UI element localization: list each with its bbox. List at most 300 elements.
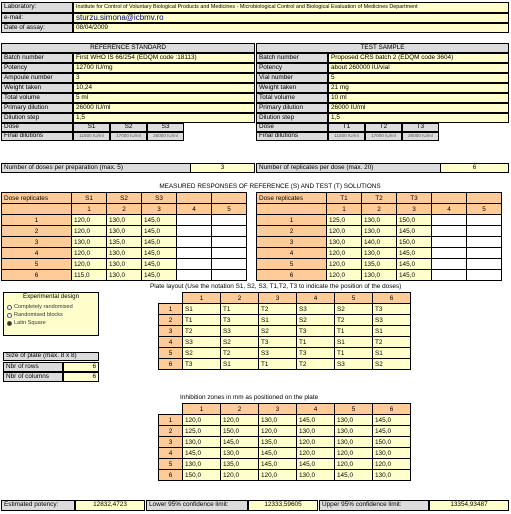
zones-cell[interactable]: 145,0: [221, 437, 259, 448]
layout-row-number: 2: [159, 315, 183, 326]
zones-cell[interactable]: 145,0: [297, 415, 335, 426]
estimated-potency-label: Estimated potency:: [1, 500, 75, 511]
ref-response-cell[interactable]: [212, 270, 247, 281]
laboratory-label: Laboratory:: [1, 2, 73, 13]
zones-row-number: 5: [159, 459, 183, 470]
zones-row-number: 6: [159, 470, 183, 481]
test-dose-col-header: T1: [327, 193, 362, 204]
zones-cell[interactable]: 120,0: [183, 415, 221, 426]
test-response-cell[interactable]: [467, 270, 502, 281]
test-info-field[interactable]: about 260000 IU/vial: [328, 63, 509, 73]
design-option[interactable]: [7, 304, 98, 310]
zones-cell[interactable]: 120,0: [259, 426, 297, 437]
test-response-cell[interactable]: 150,0: [397, 215, 432, 226]
table-row: [257, 237, 502, 248]
design-option-label: Latin Square: [14, 320, 46, 326]
plate-layout-table: [158, 292, 411, 370]
zones-cell[interactable]: 130,0: [297, 426, 335, 437]
layout-row-number: 3: [159, 326, 183, 337]
zones-corner: [159, 404, 183, 415]
layout-cell[interactable]: S2: [373, 359, 411, 370]
test-response-cell[interactable]: [467, 226, 502, 237]
layout-cell[interactable]: T1: [221, 304, 259, 315]
zones-cell[interactable]: 120,0: [221, 415, 259, 426]
radio-circle-icon[interactable]: [7, 313, 12, 318]
zones-cell[interactable]: 145,0: [259, 459, 297, 470]
layout-col-number: 1: [183, 293, 221, 304]
test-corner-label: Dose replicates: [257, 193, 327, 204]
table-row: [257, 270, 502, 281]
ref-response-cell[interactable]: [212, 226, 247, 237]
ref-response-cell[interactable]: 115,0: [72, 270, 107, 281]
zones-col-number: 2: [221, 404, 259, 415]
ref-info-field[interactable]: 26000 IU/ml: [73, 103, 255, 113]
ref-info-field[interactable]: 3: [73, 73, 255, 83]
test-final-dilutions-label: Final dilutions: [256, 132, 328, 141]
radio-circle-icon[interactable]: [7, 321, 12, 326]
ref-response-cell[interactable]: [177, 270, 212, 281]
table-row: [2, 259, 247, 270]
zones-cell[interactable]: 145,0: [259, 448, 297, 459]
ref-replicate-number: 1: [2, 215, 72, 226]
ref-final-dilution: 26000 IU/ml: [147, 132, 184, 141]
test-replicate-number: 6: [257, 270, 327, 281]
test-col-number: 1: [327, 204, 362, 215]
test-dose-header: T2: [365, 123, 402, 132]
zones-cell[interactable]: 135,0: [259, 437, 297, 448]
ref-response-cell[interactable]: 120,0: [72, 215, 107, 226]
ref-blank-header: [2, 204, 72, 215]
layout-row-number: 6: [159, 359, 183, 370]
layout-cell[interactable]: S1: [183, 304, 221, 315]
ref-response-cell[interactable]: [212, 215, 247, 226]
layout-cell[interactable]: T2: [259, 304, 297, 315]
ref-dose-col-header: S2: [107, 193, 142, 204]
layout-cell[interactable]: T2: [297, 359, 335, 370]
test-final-dilution: 11500 IU/ml: [328, 132, 365, 141]
layout-cell[interactable]: T2: [373, 337, 411, 348]
test-col-number: 5: [467, 204, 502, 215]
ref-response-cell[interactable]: 145,0: [142, 226, 177, 237]
ref-col-number: 3: [142, 204, 177, 215]
ref-info-label: Potency: [1, 63, 73, 73]
zones-row-number: 1: [159, 415, 183, 426]
estimated-potency-value: 12832,4723: [75, 500, 145, 511]
zones-cell[interactable]: 120,0: [335, 459, 373, 470]
zones-cell[interactable]: 145,0: [183, 448, 221, 459]
zones-col-number: 4: [297, 404, 335, 415]
zones-cell[interactable]: 145,0: [297, 459, 335, 470]
test-blank-header: [257, 204, 327, 215]
test-info-field[interactable]: 1,5: [328, 113, 509, 123]
zones-col-number: 3: [259, 404, 297, 415]
zones-cell[interactable]: 130,0: [335, 437, 373, 448]
test-dose-col-header: T2: [362, 193, 397, 204]
test-response-cell[interactable]: 130,0: [362, 248, 397, 259]
design-option-label: Randomised blocks: [14, 312, 63, 318]
experimental-design-title: Experimental design: [22, 293, 80, 301]
ref-response-cell[interactable]: 120,0: [72, 226, 107, 237]
rows-label: Nbr of rows: [3, 362, 63, 372]
ref-replicate-number: 5: [2, 259, 72, 270]
zones-cell[interactable]: 120,0: [221, 470, 259, 481]
ref-response-cell[interactable]: 145,0: [142, 248, 177, 259]
ref-info-field[interactable]: 10,24: [73, 83, 255, 93]
table-row: [159, 337, 411, 348]
layout-cell[interactable]: S2: [259, 326, 297, 337]
plate-size-label: Size of plate (max. 8 x 8): [3, 352, 99, 361]
layout-cell[interactable]: T2: [221, 348, 259, 359]
layout-cell[interactable]: T3: [183, 359, 221, 370]
layout-cell[interactable]: T3: [221, 315, 259, 326]
rows-field[interactable]: 6: [63, 362, 99, 372]
ref-response-cell[interactable]: 145,0: [142, 270, 177, 281]
columns-field[interactable]: 6: [63, 372, 99, 382]
test-replicate-number: 4: [257, 248, 327, 259]
test-response-cell[interactable]: [432, 259, 467, 270]
test-dose-header: T1: [328, 123, 365, 132]
layout-cell[interactable]: S3: [297, 304, 335, 315]
ref-response-cell[interactable]: [177, 237, 212, 248]
layout-row-number: 4: [159, 337, 183, 348]
ref-response-cell[interactable]: [212, 237, 247, 248]
ref-response-cell[interactable]: 130,0: [72, 237, 107, 248]
ref-response-cell[interactable]: [177, 259, 212, 270]
ref-col-number: 4: [177, 204, 212, 215]
test-dose-header: T3: [402, 123, 439, 132]
ref-dose-col-header: S1: [72, 193, 107, 204]
zones-cell[interactable]: 130,0: [259, 415, 297, 426]
layout-cell[interactable]: T1: [183, 315, 221, 326]
ref-dose-col-header: S3: [142, 193, 177, 204]
test-response-cell[interactable]: 135,0: [362, 259, 397, 270]
test-response-cell[interactable]: 120,0: [327, 259, 362, 270]
zones-cell[interactable]: 150,0: [221, 426, 259, 437]
ref-info-label: Primary dilution: [1, 103, 73, 113]
layout-col-number: 3: [259, 293, 297, 304]
zones-cell[interactable]: 130,0: [373, 448, 411, 459]
test-col-number: 4: [432, 204, 467, 215]
ref-response-cell[interactable]: 145,0: [142, 259, 177, 270]
test-info-label: Primary dilution: [256, 103, 328, 113]
ref-response-cell[interactable]: 135,0: [107, 237, 142, 248]
test-col-number: 2: [362, 204, 397, 215]
doses-count-label: Number of doses per preparation (max. 5): [1, 163, 255, 173]
layout-row-number: 5: [159, 348, 183, 359]
table-row: [159, 437, 411, 448]
zones-cell[interactable]: 120,0: [335, 448, 373, 459]
date-label: Date of assay:: [1, 23, 73, 33]
layout-cell[interactable]: T3: [259, 337, 297, 348]
test-response-cell[interactable]: [432, 237, 467, 248]
layout-cell[interactable]: S2: [335, 304, 373, 315]
layout-col-number: 4: [297, 293, 335, 304]
test-response-cell[interactable]: 125,0: [327, 215, 362, 226]
ref-info-field[interactable]: First WHO IS 66/254 (EDQM code :18113): [73, 53, 255, 63]
replicates-count-label: Number of replicates per dose (max. 20): [256, 163, 509, 173]
upper-limit-label: Upper 95% confidence limit:: [319, 500, 429, 511]
table-row: [159, 448, 411, 459]
test-final-dilution: 26000 IU/ml: [402, 132, 439, 141]
ref-replicate-number: 2: [2, 226, 72, 237]
zones-row-number: 2: [159, 426, 183, 437]
layout-col-number: 2: [221, 293, 259, 304]
test-response-cell[interactable]: 145,0: [397, 248, 432, 259]
table-row: [2, 237, 247, 248]
test-response-cell[interactable]: 130,0: [362, 270, 397, 281]
table-row: [159, 415, 411, 426]
ref-final-dilutions-label: Final dilutions: [1, 132, 73, 141]
layout-cell[interactable]: T1: [297, 337, 335, 348]
table-row: [257, 215, 502, 226]
test-dose-col-header: [432, 193, 467, 204]
replicates-count-field[interactable]: 6: [440, 163, 509, 173]
zones-row-number: 4: [159, 448, 183, 459]
ref-final-dilution: 11500 IU/ml: [73, 132, 110, 141]
ref-info-field[interactable]: 1,5: [73, 113, 255, 123]
test-info-label: Dilution step: [256, 113, 328, 123]
radio-circle-icon[interactable]: [7, 305, 12, 310]
layout-cell[interactable]: T3: [373, 304, 411, 315]
layout-col-number: 5: [335, 293, 373, 304]
ref-dose-header: S3: [147, 123, 184, 132]
design-option-label: Completely randomised: [14, 304, 73, 310]
layout-cell[interactable]: S3: [259, 348, 297, 359]
ref-col-number: 1: [72, 204, 107, 215]
test-response-cell[interactable]: [467, 237, 502, 248]
table-row: [2, 215, 247, 226]
reference-responses-table: [1, 192, 247, 281]
test-response-cell[interactable]: 145,0: [397, 270, 432, 281]
date-field[interactable]: 08/04/2009: [73, 23, 509, 33]
ref-info-field[interactable]: 12700 IU/mg: [73, 63, 255, 73]
zones-cell[interactable]: 150,0: [373, 437, 411, 448]
layout-cell[interactable]: S2: [297, 315, 335, 326]
reference-title: REFERENCE STANDARD: [1, 43, 255, 53]
test-replicate-number: 3: [257, 237, 327, 248]
zones-cell[interactable]: 130,0: [335, 415, 373, 426]
ref-info-field[interactable]: 5 ml: [73, 93, 255, 103]
doses-count-field[interactable]: 3: [190, 163, 255, 173]
zones-cell[interactable]: 145,0: [335, 470, 373, 481]
test-replicate-number: 5: [257, 259, 327, 270]
table-row: [159, 304, 411, 315]
layout-cell[interactable]: S3: [183, 337, 221, 348]
test-replicate-number: 2: [257, 226, 327, 237]
ref-response-cell[interactable]: 130,0: [107, 259, 142, 270]
test-replicate-number: 1: [257, 215, 327, 226]
table-row: [159, 326, 411, 337]
layout-cell[interactable]: S2: [183, 348, 221, 359]
test-response-cell[interactable]: [467, 259, 502, 270]
ref-dose-header: S1: [73, 123, 110, 132]
test-response-cell[interactable]: 120,0: [327, 226, 362, 237]
test-response-cell[interactable]: [467, 248, 502, 259]
laboratory-field[interactable]: Institute for Control of Voluntary Biological Products and Medicines - Microbiological Control and Biological Evaluation of Medicines Department: [73, 2, 509, 13]
zones-cell[interactable]: 120,0: [297, 448, 335, 459]
zones-cell[interactable]: 130,0: [183, 459, 221, 470]
ref-response-cell[interactable]: [177, 226, 212, 237]
ref-response-cell[interactable]: [177, 215, 212, 226]
zones-cell[interactable]: 120,0: [373, 459, 411, 470]
ref-response-cell[interactable]: 145,0: [142, 237, 177, 248]
test-info-field[interactable]: 26000 IU/ml: [328, 103, 509, 113]
lower-limit-label: Lower 95% confidence limit:: [146, 500, 248, 511]
test-response-cell[interactable]: [432, 270, 467, 281]
table-row: [159, 426, 411, 437]
zones-col-number: 1: [183, 404, 221, 415]
test-response-cell[interactable]: [432, 215, 467, 226]
table-row: [159, 315, 411, 326]
test-response-cell[interactable]: [432, 248, 467, 259]
design-option[interactable]: [7, 312, 98, 318]
test-response-cell[interactable]: 120,0: [327, 270, 362, 281]
test-info-label: Batch number: [256, 53, 328, 63]
ref-info-label: Weight taken: [1, 83, 73, 93]
zones-col-number: 5: [335, 404, 373, 415]
test-response-cell[interactable]: [432, 226, 467, 237]
layout-cell[interactable]: S1: [373, 348, 411, 359]
test-response-cell[interactable]: 130,0: [362, 215, 397, 226]
test-response-cell[interactable]: 140,0: [362, 237, 397, 248]
table-row: [159, 359, 411, 370]
ref-info-label: Dilution step: [1, 113, 73, 123]
ref-dose-label: Dose: [1, 123, 73, 132]
table-row: [257, 248, 502, 259]
test-info-field[interactable]: 5: [328, 73, 509, 83]
test-responses-table: [256, 192, 502, 281]
ref-response-cell[interactable]: [177, 248, 212, 259]
zones-cell[interactable]: 125,0: [183, 426, 221, 437]
test-title: TEST SAMPLE: [256, 43, 509, 53]
test-col-number: 3: [397, 204, 432, 215]
ref-dose-col-header: [177, 193, 212, 204]
test-dose-col-header: T3: [397, 193, 432, 204]
layout-cell[interactable]: T1: [335, 348, 373, 359]
ref-response-cell[interactable]: 130,0: [107, 215, 142, 226]
inhibition-zones-title: Inhibition zones in mm as positioned on the plate: [180, 393, 319, 401]
test-response-cell[interactable]: 145,0: [397, 259, 432, 270]
zones-cell[interactable]: 130,0: [183, 437, 221, 448]
layout-cell[interactable]: S3: [221, 326, 259, 337]
layout-cell[interactable]: S1: [259, 315, 297, 326]
layout-cell[interactable]: S1: [221, 359, 259, 370]
layout-cell[interactable]: S1: [335, 337, 373, 348]
table-row: [2, 248, 247, 259]
zones-cell[interactable]: 135,0: [221, 459, 259, 470]
zones-cell[interactable]: 145,0: [373, 426, 411, 437]
test-info-field[interactable]: Proposed CRS batch 2 (EDQM code 3604): [328, 53, 509, 63]
ref-replicate-number: 6: [2, 270, 72, 281]
zones-cell[interactable]: 120,0: [297, 437, 335, 448]
columns-label: Nbr of columns: [3, 372, 63, 382]
ref-dose-header: S2: [110, 123, 147, 132]
zones-cell[interactable]: 130,0: [335, 426, 373, 437]
ref-response-cell[interactable]: 130,0: [107, 248, 142, 259]
test-final-dilution: 17000 IU/ml: [365, 132, 402, 141]
ref-response-cell[interactable]: 120,0: [72, 259, 107, 270]
layout-corner: [159, 293, 183, 304]
test-info-label: Total volume: [256, 93, 328, 103]
layout-cell[interactable]: T2: [335, 315, 373, 326]
table-row: [159, 348, 411, 359]
ref-info-label: Ampoule number: [1, 73, 73, 83]
test-response-cell[interactable]: 145,0: [397, 226, 432, 237]
ref-response-cell[interactable]: [212, 259, 247, 270]
layout-cell[interactable]: S3: [373, 315, 411, 326]
design-option[interactable]: [7, 320, 98, 326]
table-row: [159, 459, 411, 470]
test-info-label: Weight taken: [256, 83, 328, 93]
test-dose-col-header: [467, 193, 502, 204]
plate-layout-title: Plate layout (Use the notation S1, S2, S3, T1,T2, T3 to indicate the position of the doses): [150, 282, 402, 290]
zones-cell[interactable]: 130,0: [373, 470, 411, 481]
ref-dose-col-header: [212, 193, 247, 204]
test-info-label: Vial number: [256, 73, 328, 83]
test-info-field[interactable]: 10 ml: [328, 93, 509, 103]
zones-row-number: 3: [159, 437, 183, 448]
layout-row-number: 1: [159, 304, 183, 315]
ref-final-dilution: 17000 IU/ml: [110, 132, 147, 141]
layout-col-number: 6: [373, 293, 411, 304]
ref-response-cell[interactable]: 130,0: [107, 270, 142, 281]
ref-col-number: 2: [107, 204, 142, 215]
ref-info-label: Batch number: [1, 53, 73, 63]
responses-title: MEASURED RESPONSES OF REFERENCE (S) AND TEST (T) SOLUTIONS: [159, 182, 381, 190]
layout-cell[interactable]: T1: [335, 326, 373, 337]
layout-cell[interactable]: T3: [297, 348, 335, 359]
zones-cell[interactable]: 145,0: [373, 415, 411, 426]
ref-response-cell[interactable]: [212, 248, 247, 259]
layout-cell[interactable]: T2: [183, 326, 221, 337]
lower-limit-value: 12333,59605: [248, 500, 318, 511]
test-response-cell[interactable]: 150,0: [397, 237, 432, 248]
table-row: [159, 470, 411, 481]
zones-cell[interactable]: 130,0: [297, 470, 335, 481]
zones-cell[interactable]: 150,0: [183, 470, 221, 481]
test-response-cell[interactable]: 130,0: [362, 226, 397, 237]
table-row: [2, 270, 247, 281]
ref-info-label: Total volume: [1, 93, 73, 103]
ref-response-cell[interactable]: 120,0: [72, 248, 107, 259]
test-info-field[interactable]: 21 mg: [328, 83, 509, 93]
ref-replicate-number: 4: [2, 248, 72, 259]
zones-cell[interactable]: 130,0: [221, 448, 259, 459]
ref-replicate-number: 3: [2, 237, 72, 248]
inhibition-zones-table: [158, 403, 411, 481]
ref-response-cell[interactable]: 145,0: [142, 215, 177, 226]
test-response-cell[interactable]: 130,0: [327, 237, 362, 248]
layout-cell[interactable]: T3: [297, 326, 335, 337]
table-row: [257, 259, 502, 270]
layout-cell[interactable]: T1: [259, 359, 297, 370]
test-dose-label: Dose: [256, 123, 328, 132]
ref-response-cell[interactable]: 130,0: [107, 226, 142, 237]
email-label: e-mail:: [1, 13, 73, 23]
experimental-design-panel: [3, 292, 99, 336]
layout-cell[interactable]: S2: [221, 337, 259, 348]
layout-cell[interactable]: S3: [335, 359, 373, 370]
ref-col-number: 5: [212, 204, 247, 215]
test-response-cell[interactable]: [467, 215, 502, 226]
table-row: [257, 226, 502, 237]
test-response-cell[interactable]: 120,0: [327, 248, 362, 259]
layout-cell[interactable]: S1: [373, 326, 411, 337]
upper-limit-value: 13354,93487: [429, 500, 509, 511]
zones-col-number: 6: [373, 404, 411, 415]
email-field[interactable]: sturzu.simona@icbmv.ro: [73, 13, 509, 23]
zones-cell[interactable]: 120,0: [259, 470, 297, 481]
